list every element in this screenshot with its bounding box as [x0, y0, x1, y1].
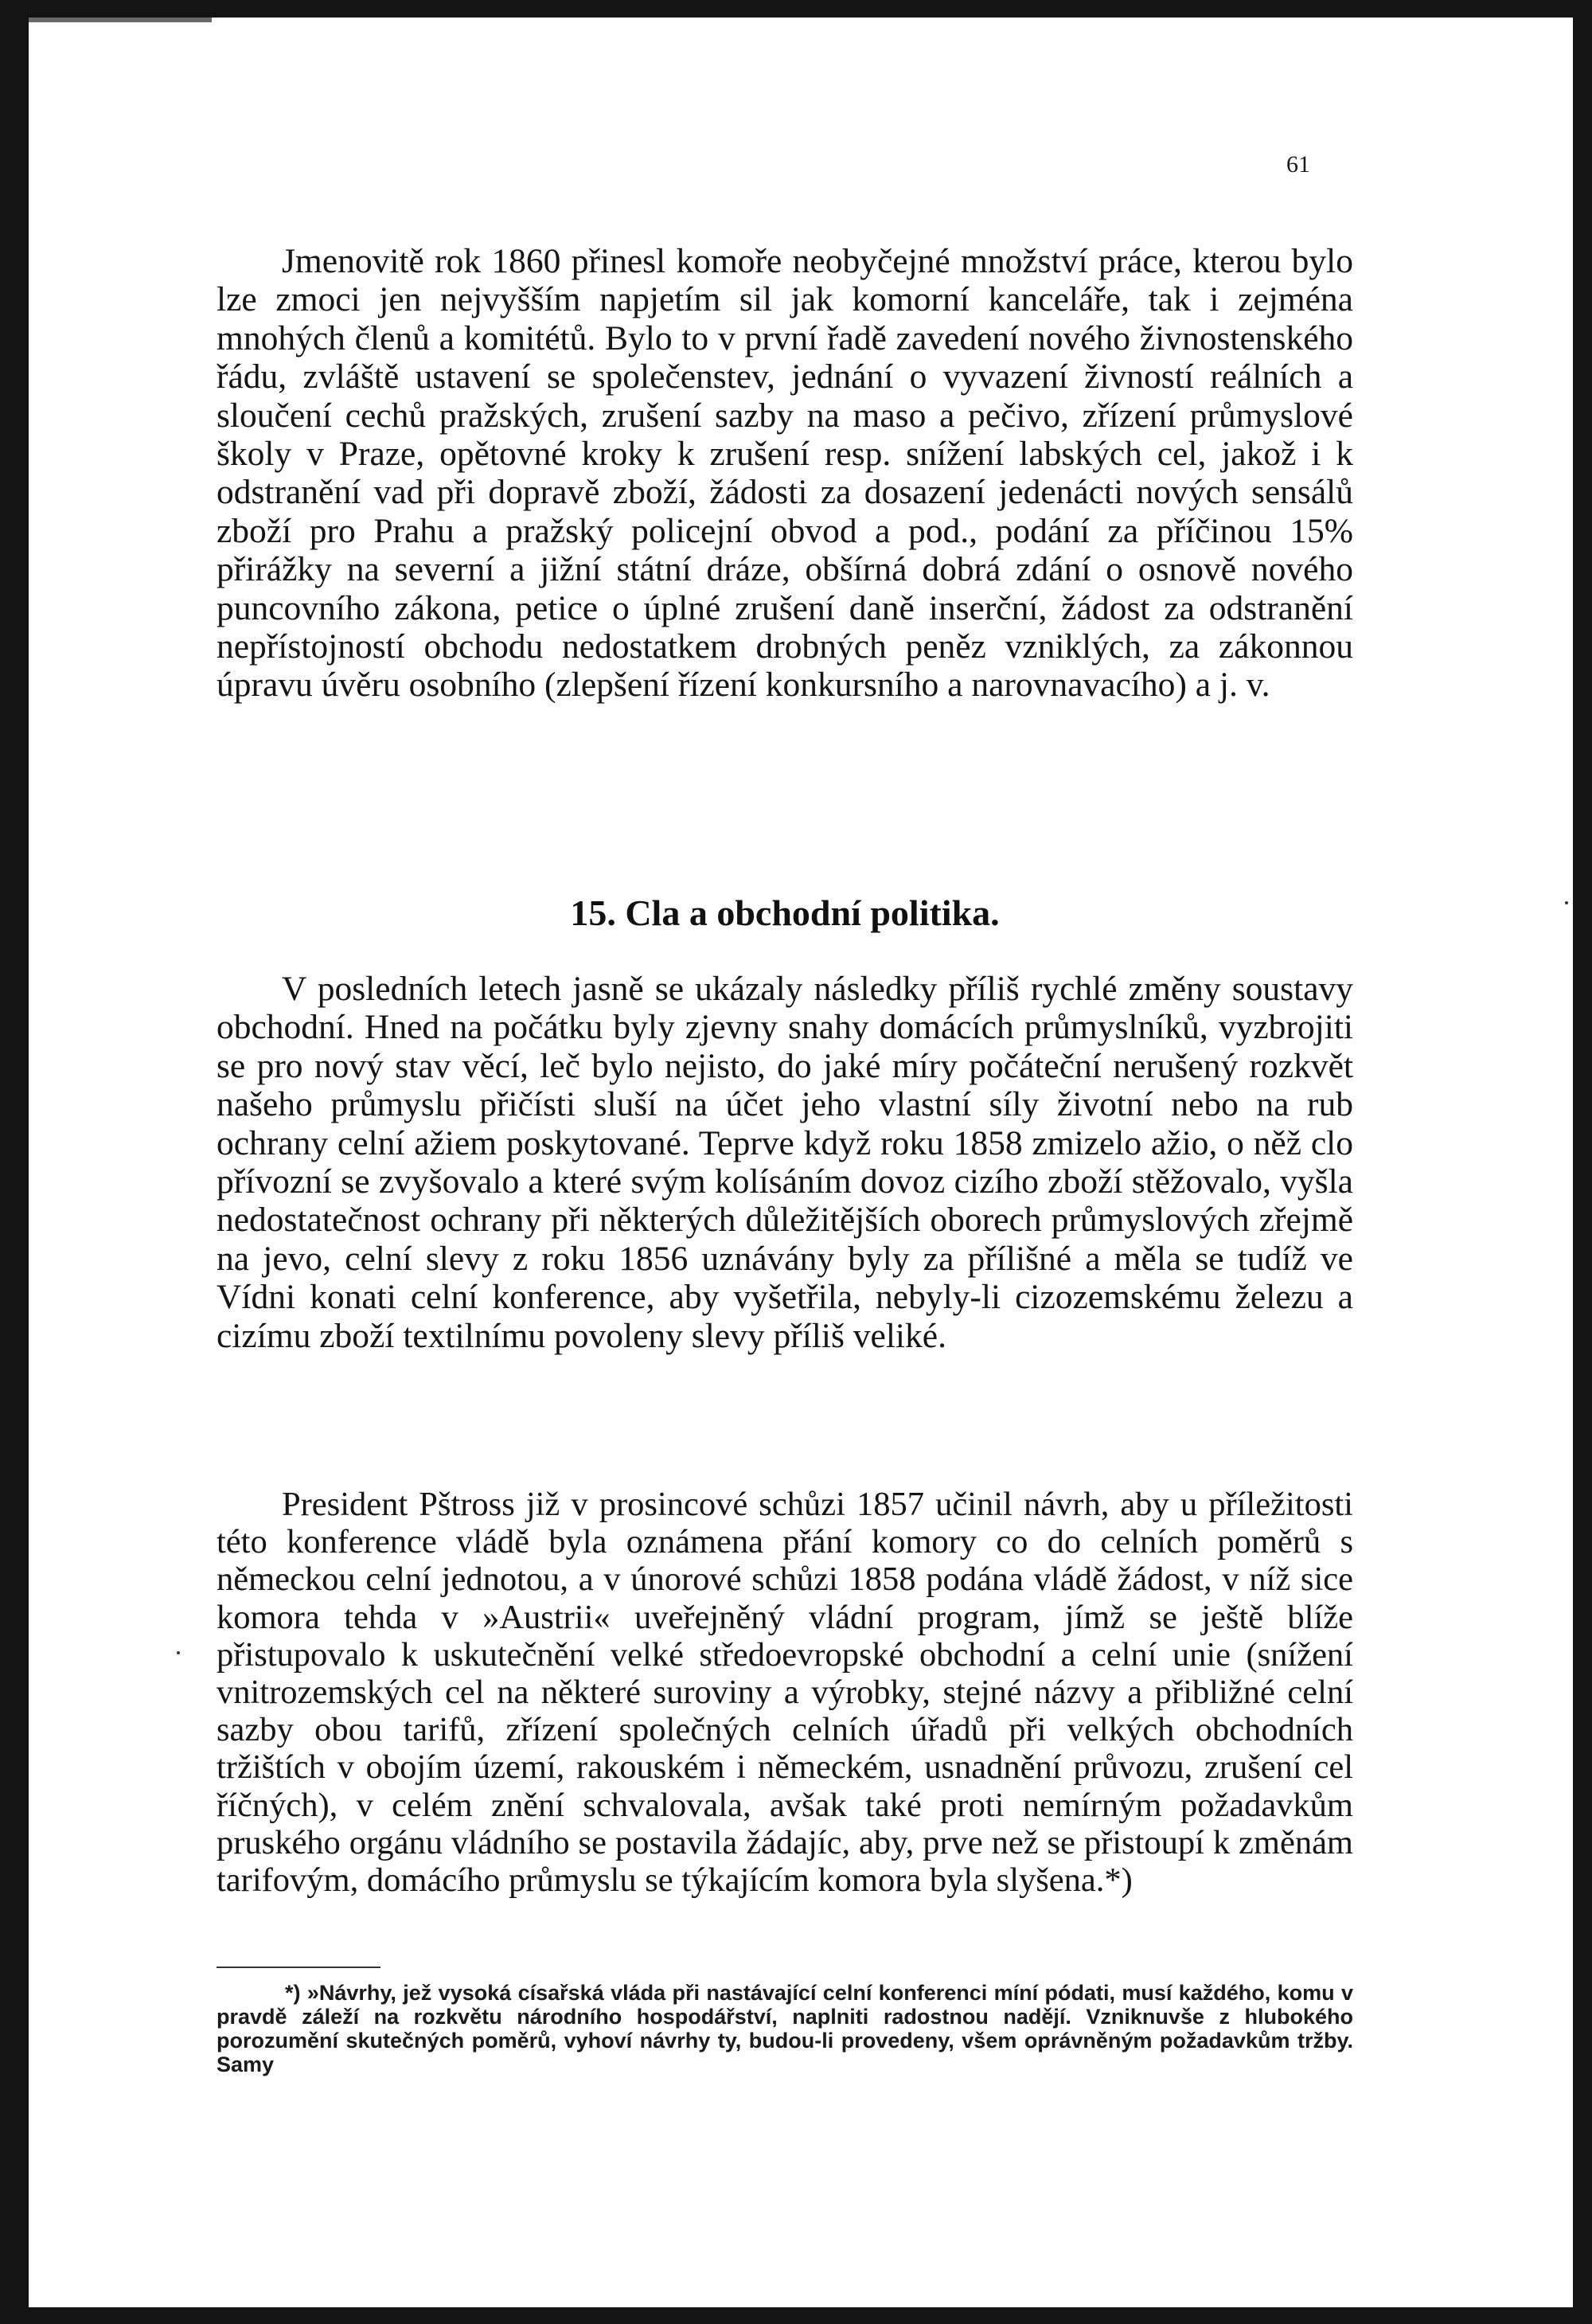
scan-edge-mark: [29, 18, 212, 22]
paragraph-3: President Pštross již v prosincové schůzi 1857 učinil návrh, aby u příležitosti této konference vládě byla oznámena přání komory co do celních poměrů s německou celní jednotou, a v únorové schůzi 1858 podána vládě žádost, v níž sice komora tehda v »Austrii« uveřejněný vládní program, jímž se ještě blíže přistupovalo k uskutečnění velké středoevropské obchodní a celní unie (snížení vnitrozemských cel na některé suroviny a výrobky, stejné názvy a přibližné celní sazby obou tarifů, zřízení společných celních úřadů při velkých obchodních tržištích v obojím území, rakouském i německém, usnadnění průvozu, zrušení cel říčných), v celém znění schvalovala, avšak také proti nemírným požadavkům pruského orgánu vládního se postavila žádajíc, aby, prve než se přistoupí k změnám tarifovým, domácího průmyslu se týkajícím komora byla slyšena.*): [217, 1486, 1353, 1900]
paragraph-2: V posledních letech jasně se ukázaly následky příliš rychlé změny soustavy obchodní. Hned na počátku byly zjevny snahy domácích průmyslníků, vyzbrojiti se pro nový stav věcí, leč bylo nejisto, do jaké míry počáteční nerušený rozkvět našeho průmyslu přičísti sluší na účet jeho vlastní síly životní nebo na rub ochrany celní ažiem poskytované. Teprve když roku 1858 zmizelo ažio, o něž clo přívozní se zvyšovalo a které svým kolísáním dovoz cizího zboží stěžovalo, vyšla nedostatečnost ochrany při některých důležitějších oborech průmyslových zřejmě na jevo, celní slevy z roku 1856 uznávány byly za přílišné a měla se tudíž ve Vídni konati celní konference, aby vyšetřila, nebyly-li cizozemskému železu a cizímu zboží textilnímu povoleny slevy příliš veliké.: [217, 970, 1353, 1355]
section-heading: 15. Cla a obchodní politika.: [570, 892, 1000, 933]
book-page: [29, 18, 1573, 2307]
paragraph-1: Jmenovitě rok 1860 přinesl komoře neobyčejné množství práce, kterou bylo lze zmoci jen nejvyšším napjetím sil jak komorní kanceláře, tak i zejména mnohých členů a komitétů. Bylo to v první řadě zavedení nového živnostenského řádu, zvláště ustavení se společenstev, jednání o vyvazení živností reálních a sloučení cechů pražských, zrušení sazby na maso a pečivo, zřízení průmyslové školy v Praze, opětovné kroky k zrušení resp. snížení labských cel, jakož i k odstranění vad při dopravě zboží, žádosti za dosazení jedenácti nových sensálů zboží pro Prahu a pražský policejní obvod a pod., podání za příčinou 15% přirážky na severní a jižní státní dráze, obšírná dobrá zdání o osnově nového puncovního zákona, petice o úplné zrušení daně inserční, žádost za odstranění nepřístojností obchodu nedostatkem drobných peněz vzniklých, za zákonnou úpravu úvěru osobního (zlepšení řízení konkursního a narovnavacího) a j. v.: [217, 242, 1353, 705]
page-number: 61: [1286, 151, 1310, 178]
footnote: *) »Návrhy, jež vysoká císařská vláda při nastávající celní konferenci míní pódati, musí každého, komu v pravdě záleží na rozkvětu národního hospodářství, naplniti radostnou nadějí. Vzniknuvše z hlubokého porozumění skutečných poměrů, vyhoví návrhy ty, budou-li provedeny, všem oprávněným požadavkům tržby. Samy: [217, 1981, 1353, 2076]
scan-speck: [1565, 901, 1568, 904]
scan-speck: [177, 1651, 180, 1654]
footnote-divider: [217, 1967, 380, 1968]
